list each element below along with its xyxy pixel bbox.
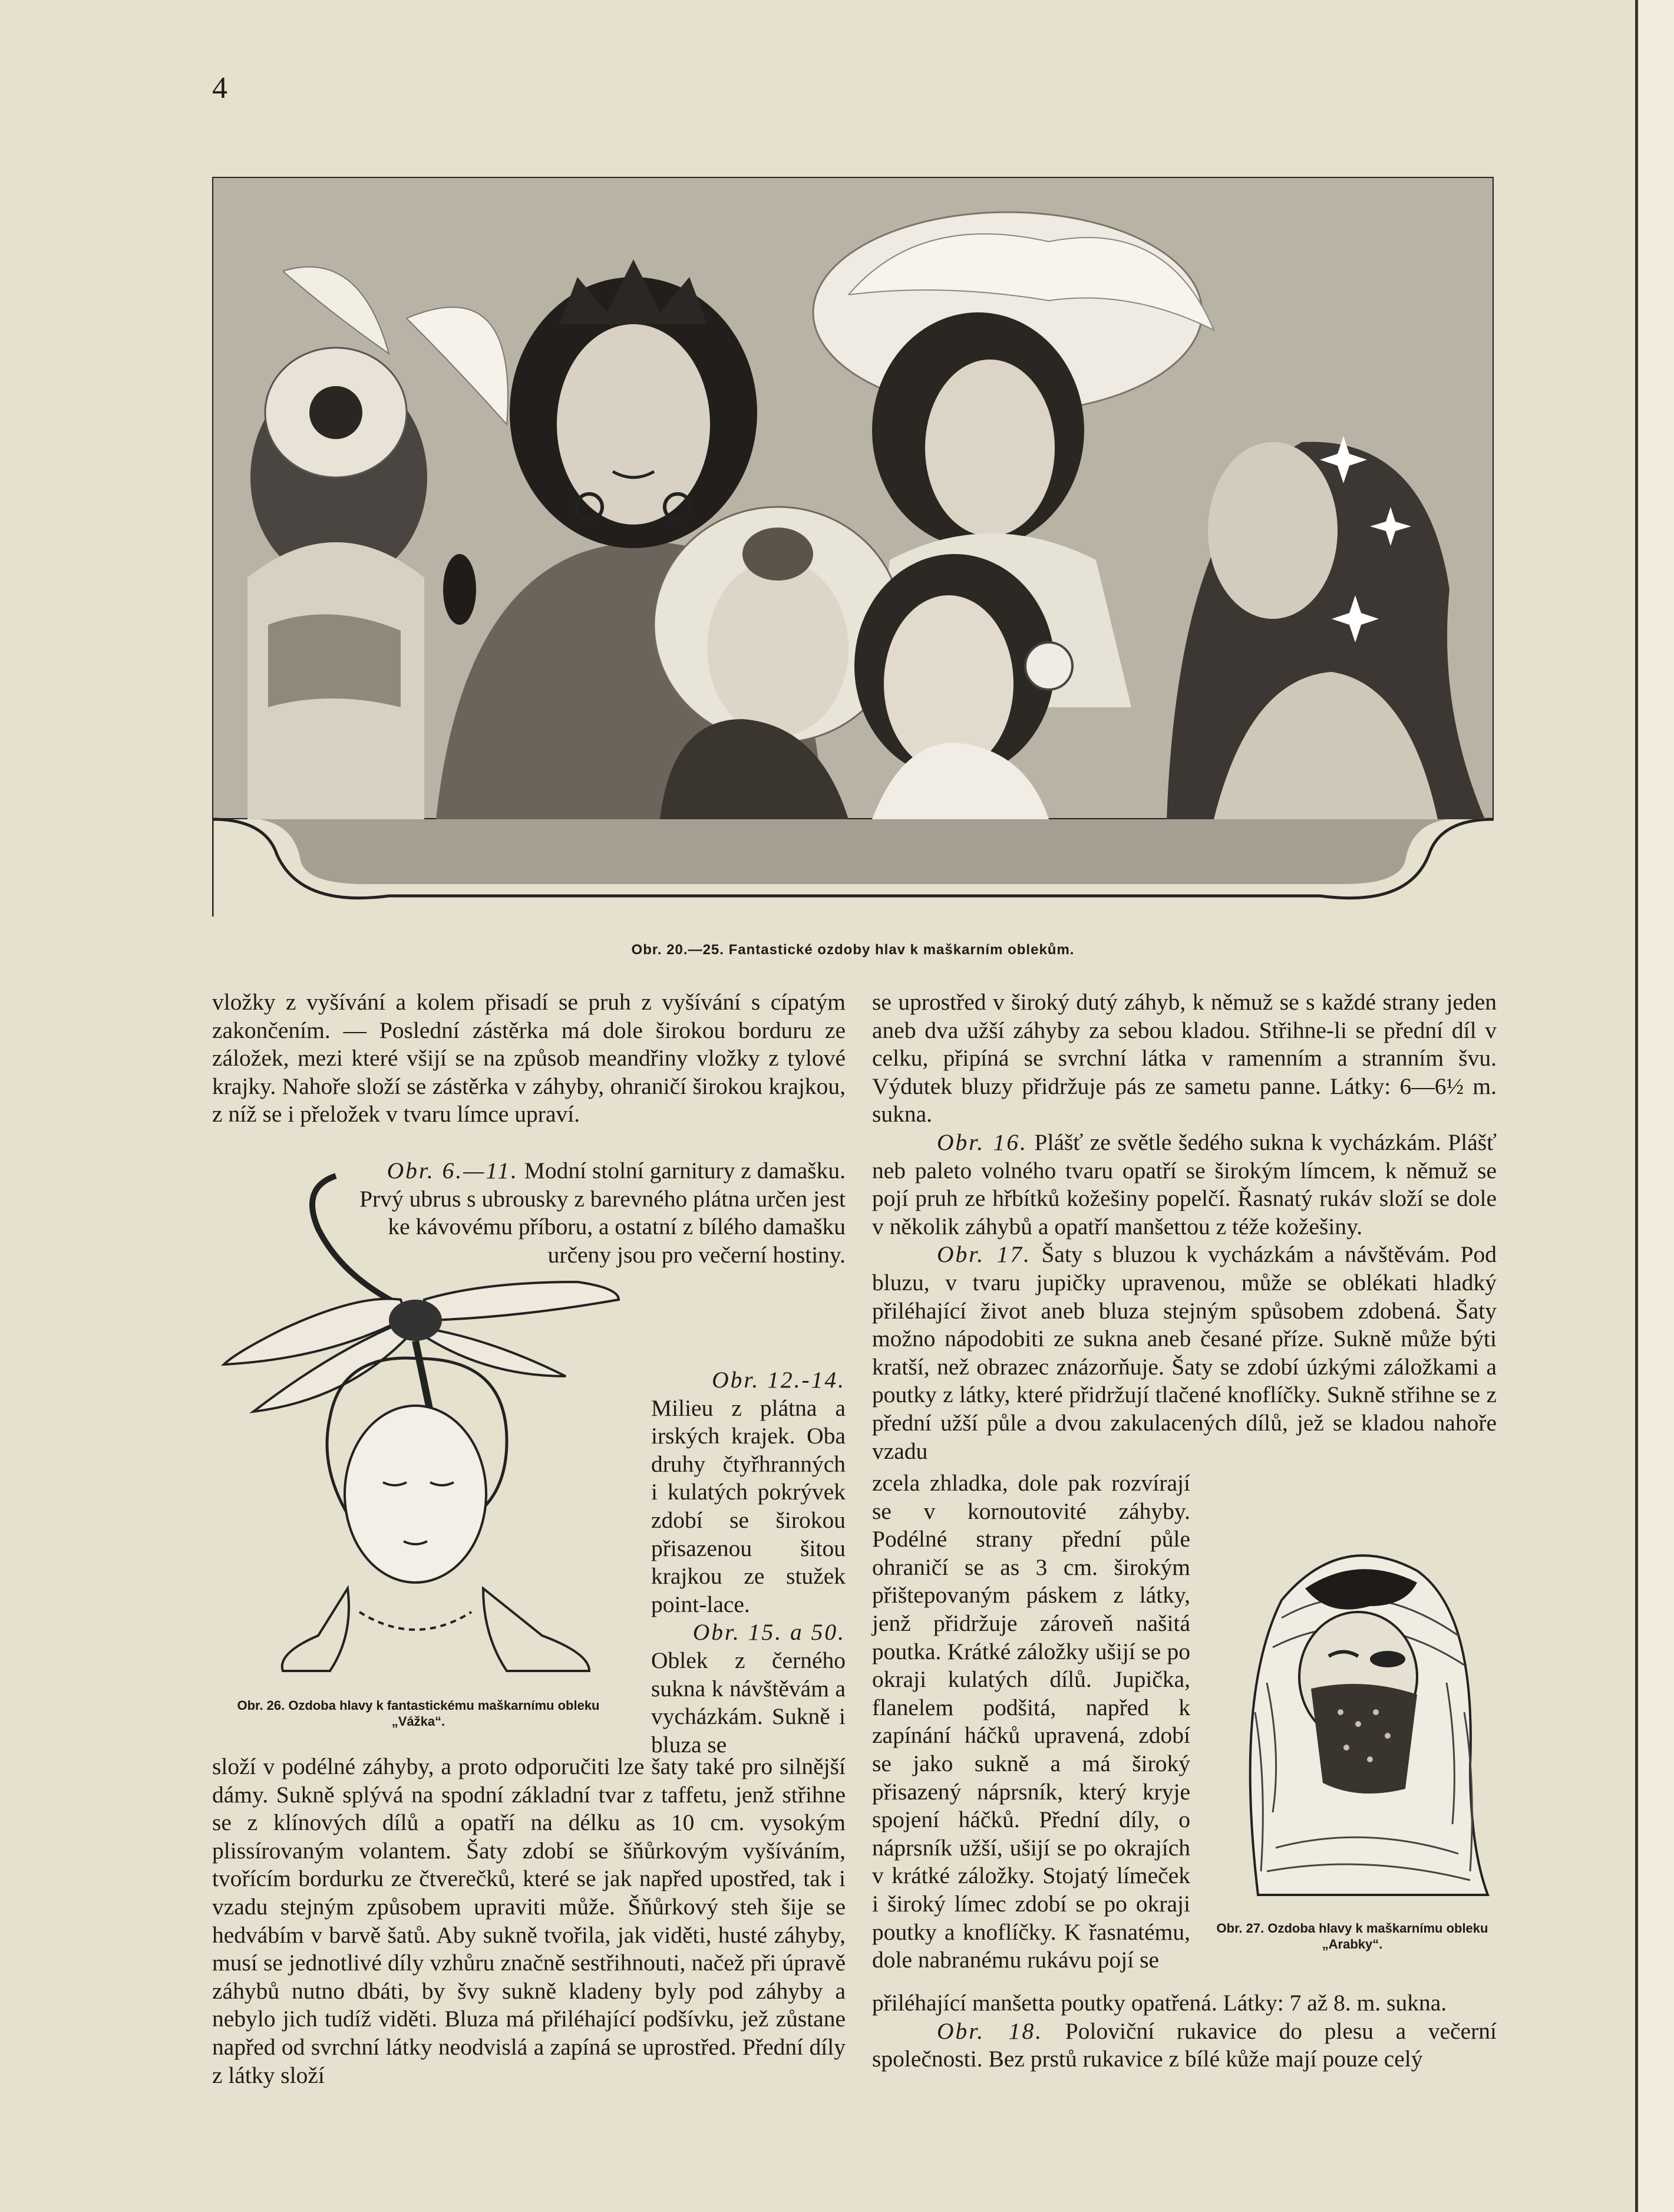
- right-column-bottom: [872, 1989, 1497, 2073]
- left-column-top-text: vložky z vyšívání a kolem přisadí se pruh z vyšívání s cípatým zakončením. — Poslední zástěrka má dole širokou borduru ze záložek, mezi které všijí se na způsob meandřiny vložky z tylové krajky. Nahoře složí se zástěrka v záhyby, ohraničí širokou krajkou, z níž se i přeložek v tvaru límce upraví.: [212, 989, 846, 1128]
- obr6-block: [359, 1157, 846, 1269]
- obr17-lead: Obr. 17.: [937, 1241, 1031, 1268]
- right-column-top: [872, 988, 1497, 1465]
- obr12-lead: Obr. 12.-14.: [712, 1367, 846, 1393]
- obr12-block: [651, 1366, 846, 1759]
- obr15-lead: Obr. 15. a 50.: [692, 1619, 846, 1646]
- page-number: 4: [212, 71, 227, 105]
- right-column-bottom-text: přiléhající manšetta poutky opatřená. Látky: 7 až 8. m. sukna.: [872, 1990, 1447, 2016]
- right-column-narrow: [872, 1469, 1190, 1974]
- left-column-bottom: [212, 1753, 846, 2089]
- obr16-text: Plášť ze světle šedého sukna k vycházkám. Plášť neb paleto volného tvaru opatří se širokým límcem, k němuž se pojí pruh ze hřbítků kožešiny popelčí. Řasnatý rukáv složí se dole v několik záhybů a opatří manšettou z téže kožešiny.: [872, 1129, 1497, 1239]
- plate-caption: Obr. 20.—25. Fantastické ozdoby hlav k maškarním oblekům.: [631, 942, 1075, 958]
- right-column-narrow-text: zcela zhladka, dole pak rozvírají se v kornoutovité záhyby. Podélné strany přední půle ohraničí se as 3 cm. širokým přištepovaným páskem z látky, jenž přidržuje zároveň našitá poutka. Krátké záložky ušijí se po okraji kulatých dílů. Jupička, flanelem podšitá, napřed k zapínání háčků upravená, zdobí se jako sukně a má široký přisazený náprsník, který kryje spojení háčků. Přední díly, o náprsník užší, ušijí se po okrajích v krátké záložky. Stojatý límeček i široký límec zdobí se po okraji poutky a knoflíčky. K řasnatému, dole nabranému rukávu pojí se: [872, 1470, 1190, 1973]
- left-column-top: [212, 988, 846, 1129]
- masquerade-headdress-plate: [212, 177, 1494, 917]
- obr15-text: Oblek z černého sukna k návštěvám a vycházkám. Sukně i bluza se: [651, 1647, 846, 1758]
- page-edge: [1635, 0, 1674, 2212]
- obr18-text: Poloviční rukavice do plesu a večerní společnosti. Bez prstů rukavice z bílé kůže mají pouze celý: [872, 2017, 1497, 2072]
- obr18-lead: Obr. 18.: [937, 2017, 1044, 2044]
- obr16-lead: Obr. 16.: [937, 1129, 1028, 1155]
- fig26-caption: Obr. 26. Ozdoba hlavy k fantastickému maškarnímu obleku „Vážka“.: [237, 1698, 600, 1729]
- left-column-bottom-text: složí v podélné záhyby, a proto odporučiti lze šaty také pro silnější dámy. Sukně splývá na spodní základní tvar z taffetu, jenž střihne se z klínových dílů a opatří na délku as 10 cm. vysokým plissírovaným volantem. Šaty zdobí se šňůrkovým vyšíváním, tvořícím bordurku ze čtverečků, které se jak napřed upostřed, tak i vzadu stejným způsobem upraviti může. Šňůrkový steh šije se hedvábím v barvě šatů. Aby sukně tvořila, jak viděti, husté záhyby, musí se jednotlivé díly vzhůru značně sestřihnouti, načež při úpravě záhybů nutno dbáti, by švy sukně kladeny byly pod záhyby a nebylo jich tudíž viděti. Bluza má přiléhající podšívku, jež zůstane napřed od svrchní látky neodvislá a zapíná se uprostřed. Přední díly z látky složí: [212, 1753, 846, 2088]
- obr12-text: Milieu z plátna a irských krajek. Oba druhy čtyřhranných i kulatých pokrývek zdobí se širokou přisazenou šitou krajkou ze stužek point-lace.: [651, 1395, 846, 1617]
- obr6-text: Modní stolní garnitury z damašku. Prvý ubrus s ubrousky z barevného plátna určen jest ke kávovému příboru, a ostatní z bílého damašku určeny jsou pro večerní hostiny.: [359, 1158, 846, 1268]
- obr17-text: Šaty s bluzou k vycházkám a návštěvám. Pod bluzu, v tvaru jupičky upravenou, může se oblékati hladký přiléhající život aneb bluza stejným spůsobem zdobená. Šaty možno nápodobiti ze sukna aneb česané příze. Sukně může býti kratší, než obrazec znázorňuje. Šaty se zdobí úzkými záložkami a poutky z látky, které přidržují tlačené knoflíčky. Sukně střihne se z přední užší půle a dvou zakulacených dílů, jež se kladou nahoře vzadu: [872, 1241, 1497, 1464]
- arab-headdress-figure: [1211, 1518, 1494, 1910]
- fig27-caption: Obr. 27. Ozdoba hlavy k maškarnímu obleku „Arabky“.: [1216, 1921, 1488, 1951]
- right-column-top-text: se uprostřed v široký dutý záhyb, k němuž se s každé strany jeden aneb dva užší záhyby za sebou kladou. Střihne-li se přední díl v celku, připíná se svrchní látka v ramenním a stranním švu. Výdutek bluzy přidržuje pás ze sametu panne. Látky: 6—6½ m. sukna.: [872, 989, 1497, 1128]
- obr6-lead: Obr. 6.—11.: [387, 1158, 519, 1184]
